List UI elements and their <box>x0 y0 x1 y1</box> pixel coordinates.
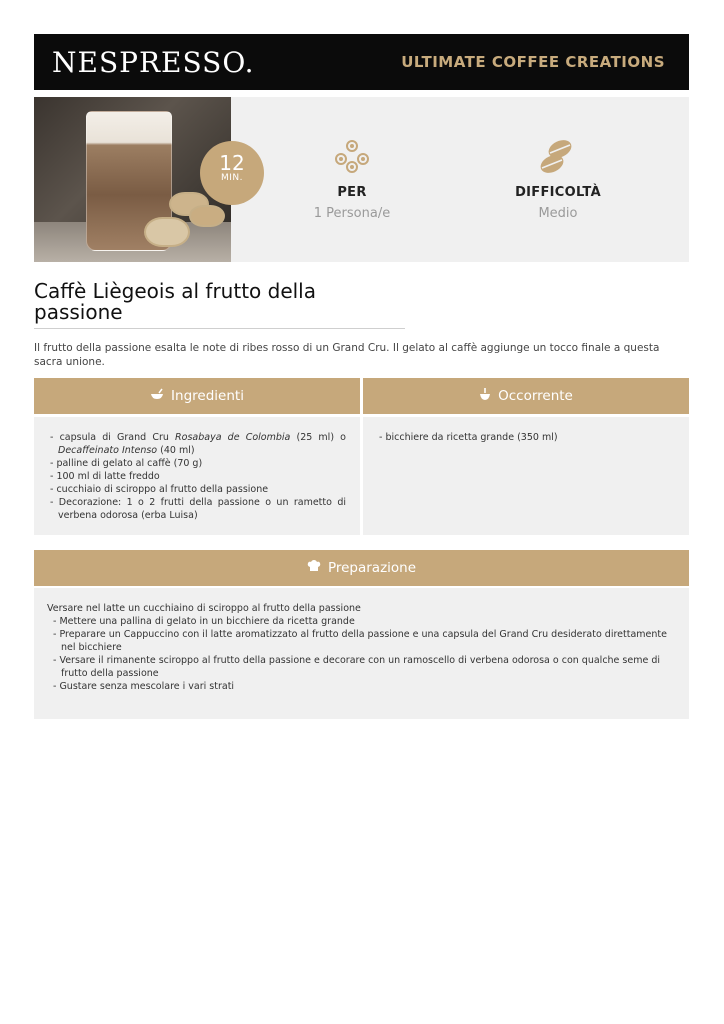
difficulty-stat <box>488 137 628 221</box>
preparation-panel <box>34 588 689 719</box>
bowl-icon <box>150 388 164 404</box>
ingredients-list <box>50 431 346 522</box>
servings-label: PER <box>337 185 367 200</box>
list-item: - Decorazione: 1 o 2 frutti della passione o un rametto di verbena odorosa (erba Luisa) <box>50 497 346 521</box>
prep-time-number: 12 <box>219 151 245 175</box>
header-tagline: ULTIMATE COFFEE CREATIONS <box>401 53 665 71</box>
preparation-lead: Versare nel latte un cucchiaino di sciroppo al frutto della passione <box>47 603 361 614</box>
ingredients-panel <box>34 417 360 535</box>
preparation-header <box>34 550 689 586</box>
people-icon <box>282 137 422 177</box>
chef-hat-icon <box>307 560 321 576</box>
servings-value: 1 Persona/e <box>313 206 391 221</box>
preparation-steps <box>53 615 675 693</box>
mortar-icon <box>479 387 491 405</box>
recipe-intro: Il frutto della passione esalta le note di ribes rosso di un Grand Cru. Il gelato al caffè aggiunge un tocco finale a questa sacra unione. <box>34 342 660 368</box>
list-item: - palline di gelato al caffè (70 g) <box>50 458 203 469</box>
list-item: - Preparare un Cappuccino con il latte aromatizzato al frutto della passione e una capsula del Grand Cru desiderato direttamente nel bicchiere <box>53 629 667 653</box>
difficulty-value: Medio <box>538 206 578 221</box>
equipment-heading: Occorrente <box>498 388 573 404</box>
list-item: - Versare il rimanente sciroppo al frutto della passione e decorare con un ramoscello di verbena odorosa o con qualche seme di frutto della passione <box>53 655 661 679</box>
ingredients-header <box>34 378 360 414</box>
equipment-panel <box>363 417 689 535</box>
recipe-title: Caffè Liègeois al frutto della passione <box>34 279 316 324</box>
prep-time-unit: MIN. <box>220 173 243 183</box>
preparation-heading: Preparazione <box>327 560 417 576</box>
prep-time-badge <box>200 141 264 205</box>
list-item: - bicchiere da ricetta grande (350 ml) <box>379 432 558 443</box>
list-item: - Gustare senza mescolare i vari strati <box>53 681 235 692</box>
servings-stat <box>282 137 422 221</box>
recipe-hero <box>34 97 689 262</box>
title-divider <box>34 328 405 329</box>
ingredients-heading: Ingredienti <box>171 388 244 404</box>
list-item: - capsula di Grand Cru Rosabaya de Colombia (25 ml) o Decaffeinato Intenso (40 ml) <box>50 432 346 456</box>
list-item: - cucchiaio di sciroppo al frutto della passione <box>50 484 269 495</box>
difficulty-label: DIFFICOLTÀ <box>515 185 601 200</box>
coffee-beans-icon <box>488 137 628 177</box>
nespresso-logo: NESPRESSO. <box>52 45 255 79</box>
brand-header <box>34 34 689 90</box>
list-item: - 100 ml di latte freddo <box>50 471 160 482</box>
equipment-header <box>363 378 689 414</box>
equipment-list <box>379 431 675 444</box>
list-item: - Mettere una pallina di gelato in un bicchiere da ricetta grande <box>53 616 355 627</box>
